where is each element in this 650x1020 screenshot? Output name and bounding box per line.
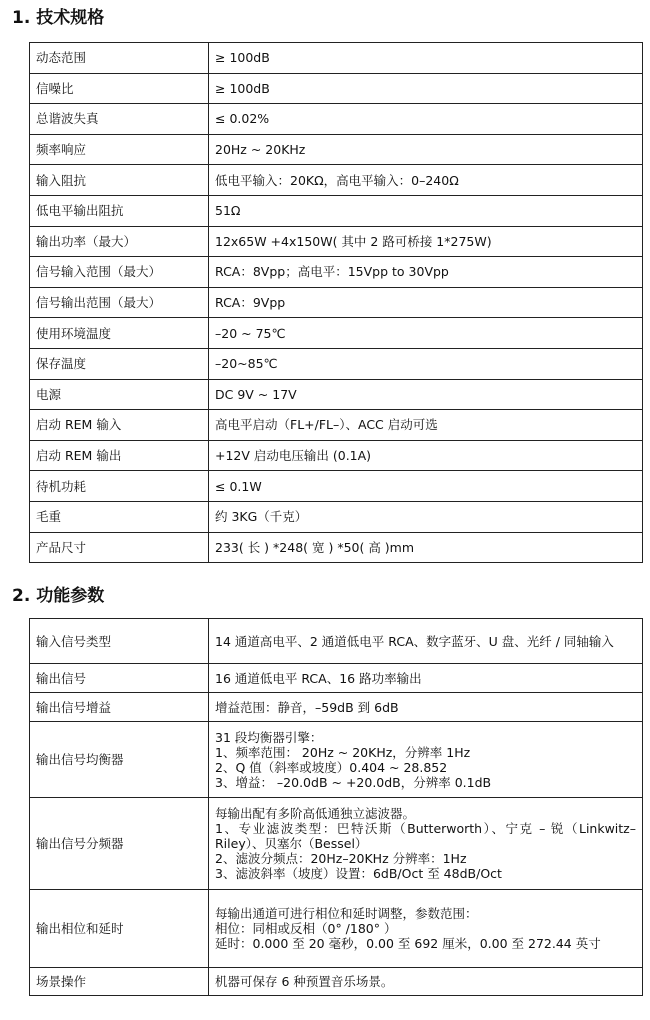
row-label: 低电平输出阻抗 bbox=[30, 195, 209, 226]
table-row bbox=[30, 722, 643, 798]
row-value: ≥ 100dB bbox=[209, 73, 643, 104]
row-label: 输出信号均衡器 bbox=[30, 722, 209, 798]
table-row bbox=[30, 379, 643, 410]
table-row bbox=[30, 287, 643, 318]
row-value: 每输出配有多阶高低通独立滤波器。 1、专业滤波类型：巴特沃斯（Butterworth）、宁克 – 锐（Linkwitz–Riley）、贝塞尔（Bessel） 2、滤波分频点：20Hz–20KHz 分辨率：1Hz 3、滤波斜率（坡度）设置：6dB/Oct 至 48dB/Oct bbox=[209, 798, 643, 890]
row-value: ≥ 100dB bbox=[209, 43, 643, 74]
row-value: ≤ 0.1W bbox=[209, 471, 643, 502]
table-row bbox=[30, 226, 643, 257]
row-value: RCA：8Vpp；高电平：15Vpp to 30Vpp bbox=[209, 257, 643, 288]
row-value: 51Ω bbox=[209, 195, 643, 226]
row-label: 信噪比 bbox=[30, 73, 209, 104]
table-row bbox=[30, 968, 643, 996]
spec-table bbox=[29, 42, 643, 563]
table-row bbox=[30, 532, 643, 563]
row-value: –20~85℃ bbox=[209, 348, 643, 379]
row-value: 31 段均衡器引擎： 1、频率范围： 20Hz ~ 20KHz，分辨率 1Hz 2、Q 值（斜率或坡度）0.404 ~ 28.852 3、增益： –20.0dB ~ +20.0dB，分辨率 0.1dB bbox=[209, 722, 643, 798]
table-row bbox=[30, 73, 643, 104]
row-value: 16 通道低电平 RCA、16 路功率输出 bbox=[209, 664, 643, 693]
table-row bbox=[30, 693, 643, 722]
row-label: 频率响应 bbox=[30, 134, 209, 165]
row-label: 产品尺寸 bbox=[30, 532, 209, 563]
row-label: 输出功率（最大） bbox=[30, 226, 209, 257]
table-row bbox=[30, 619, 643, 664]
row-value: 增益范围：静音，–59dB 到 6dB bbox=[209, 693, 643, 722]
row-label: 场景操作 bbox=[30, 968, 209, 996]
row-label: 输入信号类型 bbox=[30, 619, 209, 664]
row-value: 233( 长 ) *248( 宽 ) *50( 高 )mm bbox=[209, 532, 643, 563]
table-row bbox=[30, 134, 643, 165]
row-label: 保存温度 bbox=[30, 348, 209, 379]
table-row bbox=[30, 471, 643, 502]
row-label: 输出信号分频器 bbox=[30, 798, 209, 890]
row-label: 启动 REM 输出 bbox=[30, 440, 209, 471]
table-row bbox=[30, 195, 643, 226]
row-label: 输入阻抗 bbox=[30, 165, 209, 196]
row-value: 20Hz ~ 20KHz bbox=[209, 134, 643, 165]
row-label: 输出信号增益 bbox=[30, 693, 209, 722]
row-value: 每输出通道可进行相位和延时调整，参数范围： 相位：同相或反相（0° /180° ） 延时：0.000 至 20 毫秒，0.00 至 692 厘米，0.00 至 272.44 英寸 bbox=[209, 890, 643, 968]
row-label: 毛重 bbox=[30, 501, 209, 532]
row-label: 总谐波失真 bbox=[30, 104, 209, 135]
row-value: RCA：9Vpp bbox=[209, 287, 643, 318]
row-label: 使用环境温度 bbox=[30, 318, 209, 349]
row-value: 低电平输入：20KΩ，高电平输入：0–240Ω bbox=[209, 165, 643, 196]
row-label: 输出信号 bbox=[30, 664, 209, 693]
table-row bbox=[30, 410, 643, 441]
row-value: 机器可保存 6 种预置音乐场景。 bbox=[209, 968, 643, 996]
row-label: 信号输出范围（最大） bbox=[30, 287, 209, 318]
table-row bbox=[30, 501, 643, 532]
table-row bbox=[30, 440, 643, 471]
section-title-functions: 2. 功能参数 bbox=[12, 586, 105, 606]
row-label: 信号输入范围（最大） bbox=[30, 257, 209, 288]
row-value: 12x65W +4x150W( 其中 2 路可桥接 1*275W) bbox=[209, 226, 643, 257]
table-row bbox=[30, 664, 643, 693]
table-row bbox=[30, 890, 643, 968]
row-value: 高电平启动（FL+/FL–）、ACC 启动可选 bbox=[209, 410, 643, 441]
row-label: 输出相位和延时 bbox=[30, 890, 209, 968]
section-title-specs: 1. 技术规格 bbox=[12, 8, 105, 28]
row-value: ≤ 0.02% bbox=[209, 104, 643, 135]
row-label: 动态范围 bbox=[30, 43, 209, 74]
row-value: DC 9V ~ 17V bbox=[209, 379, 643, 410]
table-row bbox=[30, 165, 643, 196]
row-value: 约 3KG（千克） bbox=[209, 501, 643, 532]
table-row bbox=[30, 348, 643, 379]
table-row bbox=[30, 318, 643, 349]
table-row bbox=[30, 798, 643, 890]
row-label: 启动 REM 输入 bbox=[30, 410, 209, 441]
row-label: 电源 bbox=[30, 379, 209, 410]
table-row bbox=[30, 43, 643, 74]
row-value: +12V 启动电压输出 (0.1A) bbox=[209, 440, 643, 471]
function-table bbox=[29, 618, 643, 996]
row-value: 14 通道高电平、2 通道低电平 RCA、数字蓝牙、U 盘、光纤 / 同轴输入 bbox=[209, 619, 643, 664]
table-row bbox=[30, 257, 643, 288]
row-value: –20 ~ 75℃ bbox=[209, 318, 643, 349]
table-row bbox=[30, 104, 643, 135]
row-label: 待机功耗 bbox=[30, 471, 209, 502]
